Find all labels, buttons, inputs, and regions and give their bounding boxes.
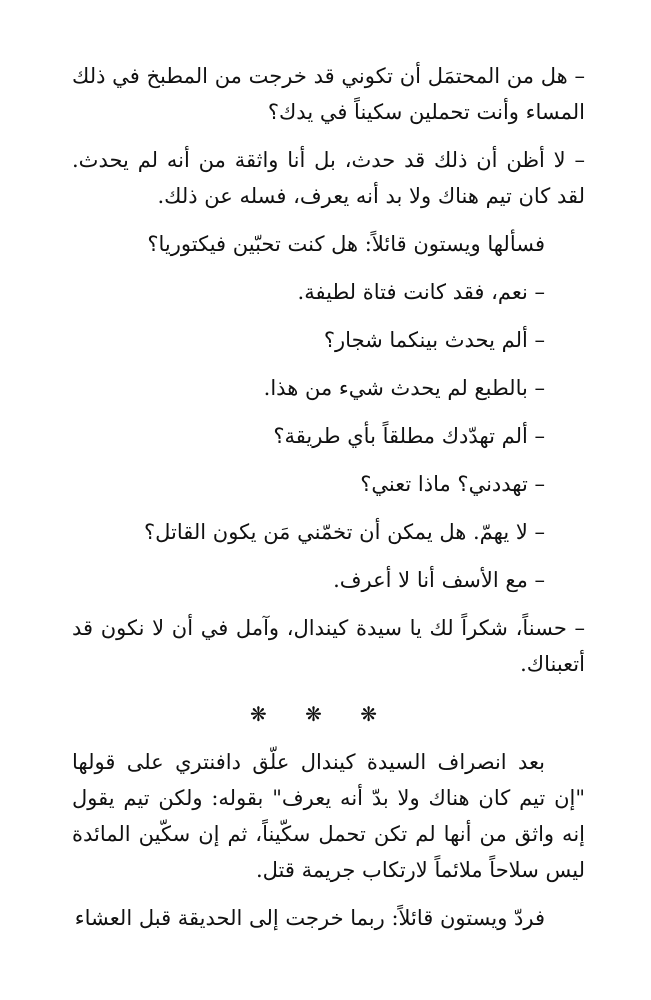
paragraph-thanks: – حسناً، شكراً لك يا سيدة كيندال، وآمل في أن لا نكون قد أتعبناك.: [72, 616, 585, 676]
paragraph-question-kitchen: – هل من المحتمَل أن تكوني قد خرجت من المطبخ في ذلك المساء وأنت تحملين سكيناً في يدك؟: [72, 64, 585, 124]
paragraph-answer-tim: – لا أظن أن ذلك قد حدث، بل أنا واثقة من أنه لم يحدث. لقد كان تيم هناك ولا بد أنه يعرف، فسله عن ذلك.: [72, 148, 585, 208]
paragraph-dialogue-line: – مع الأسف أنا لا أعرف.: [333, 568, 545, 592]
paragraph-daventry-comment: بعد انصراف السيدة كيندال علّق دافنتري على قولها "إن تيم كان هناك ولا بدّ أنه يعرف" بقوله: ولكن تيم يقول إنه واثق من أنها لم تكن تحمل سكّيناً، ثم إن سكّين المائدة ليس سلاحاً ملائماً لارتكاب جريمة قتل.: [72, 750, 585, 882]
paragraph-weston-reply: فردّ ويستون قائلاً: ربما خرجت إلى الحديقة قبل العشاء: [74, 906, 545, 930]
paragraph-dialogue-line: – ألم تهدّدك مطلقاً بأي طريقة؟: [273, 424, 545, 448]
paragraph-dialogue-line: – نعم، فقد كانت فتاة لطيفة.: [297, 280, 545, 304]
paragraph-dialogue-line: – بالطبع لم يحدث شيء من هذا.: [263, 376, 545, 400]
paragraph-dialogue-line: – لا يهمّ. هل يمكن أن تخمّني مَن يكون القاتل؟: [143, 520, 545, 544]
paragraph-dialogue-line: – تهددني؟ ماذا تعني؟: [360, 472, 545, 496]
paragraph-dialogue-line: – ألم يحدث بينكما شجار؟: [323, 328, 545, 352]
section-divider: ❋ ❋ ❋: [250, 702, 393, 726]
paragraph-weston-asks: فسألها ويستون قائلاً: هل كنت تحبّين فيكتوريا؟: [147, 232, 545, 256]
